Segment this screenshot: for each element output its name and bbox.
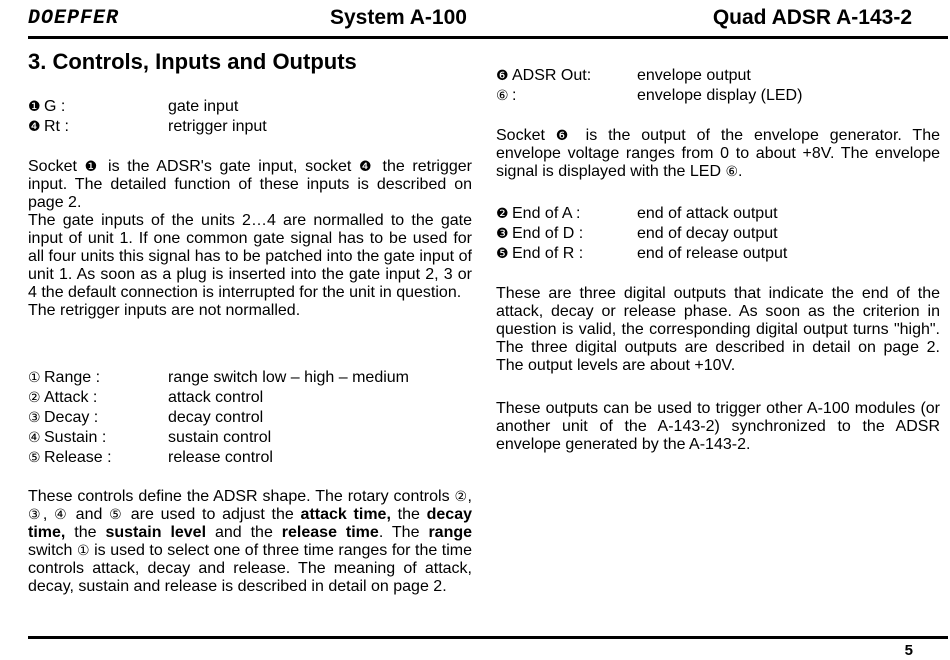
control-5-icon: ⑤ (28, 450, 41, 466)
trigger-description (496, 400, 940, 454)
control-sustain: ④ Sustain : sustain control (28, 429, 272, 446)
inputs-paragraph-1: Socket ❶ is the ADSR's gate input, socket ❹ the retrigger input. The detailed function of these inputs is described on page 2. (28, 158, 472, 211)
socket-6-icon: ❻ (555, 128, 575, 144)
socket-5-icon: ❺ (496, 246, 509, 262)
socket-1-icon: ❶ (28, 99, 41, 115)
socket-4-icon: ❹ (28, 119, 41, 135)
output-end-of-release: ❺ End of R : end of release output (496, 245, 788, 262)
socket-2-icon: ❷ (496, 206, 509, 222)
input-term: Rt : (44, 118, 69, 135)
input-desc: gate input (168, 98, 239, 115)
brand-logo: DOEPFER (28, 7, 120, 30)
output-end-of-attack: ❷ End of A : end of attack output (496, 205, 778, 222)
adsr-outputs-list (496, 67, 940, 107)
led-icon: ⑥ (496, 88, 509, 104)
inputs-list (28, 98, 472, 138)
output-led: ⑥ : envelope display (LED) (496, 87, 803, 104)
header-rule (28, 36, 948, 39)
controls-description (28, 488, 472, 596)
controls-list (28, 369, 472, 469)
controls-paragraph: These controls define the ADSR shape. The rotary controls ②, ③, ④ and ⑤ are used to adjust the attack time, the decay time, the sustain level and the release time. The range switch ① is used to select one of three time ranges for the time controls attack, decay and release. The meaning of attack, decay, sustain and release is described in detail on page 2. (28, 488, 473, 595)
module-title: Quad ADSR A-143-2 (712, 6, 912, 29)
system-title: System A-100 (330, 6, 467, 29)
socket-4-icon: ❹ (359, 159, 375, 175)
footer-rule (28, 636, 948, 639)
socket-6-icon: ❻ (496, 68, 509, 84)
control-attack: ② Attack : attack control (28, 389, 264, 406)
output-end-of-decay: ❸ End of D : end of decay output (496, 225, 778, 242)
control-1-icon: ① (28, 370, 41, 386)
inputs-description (28, 158, 472, 320)
trigger-paragraph: These outputs can be used to trigger other A-100 modules (or another unit of the A-143-2) synchronized to the ADSR envelope generated by the A-143-2. (496, 400, 940, 453)
input-desc: retrigger input (168, 118, 267, 135)
digital-outputs-list (496, 205, 940, 265)
adsr-output-description (496, 127, 940, 181)
page-number: 5 (904, 642, 913, 659)
inputs-paragraph-2: The gate inputs of the units 2…4 are normalled to the gate input of unit 1. If one common gate signal has to be used for all four units this signal has to be patched into the gate input of unit 1. As soon as a plug is inserted into the gate input 2, 3 or 4 the default connection is interrupted for the unit in question. (28, 212, 472, 301)
inputs-paragraph-3: The retrigger inputs are not normalled. (28, 302, 301, 319)
control-2-icon: ② (28, 390, 41, 406)
digital-outputs-description (496, 285, 940, 375)
adsr-output-paragraph: Socket ❻ is the output of the envelope generator. The envelope voltage ranges from 0 to about +8V. The envelope signal is displayed with the LED ⑥. (496, 127, 940, 180)
digital-outputs-paragraph: These are three digital outputs that indicate the end of the attack, decay or release phase. As soon as the criterion in question is valid, the corresponding digital output turns "high". The three digital outputs are described in detail on page 2. The output levels are about +10V. (496, 285, 940, 374)
page-header (28, 0, 922, 36)
control-3-icon: ③ (28, 410, 41, 426)
input-retrigger (28, 118, 472, 138)
control-decay: ③ Decay : decay control (28, 409, 264, 426)
input-gate (28, 98, 472, 118)
control-release: ⑤ Release : release control (28, 449, 273, 466)
control-4-icon: ④ (28, 430, 41, 446)
control-range: ① Range : range switch low – high – medium (28, 369, 410, 386)
led-icon: ⑥ (725, 164, 739, 180)
socket-1-icon: ❶ (84, 159, 101, 175)
output-adsr: ❻ ADSR Out: envelope output (496, 67, 751, 84)
section-title: 3. Controls, Inputs and Outputs (28, 49, 357, 74)
socket-3-icon: ❸ (496, 226, 509, 242)
input-term: G : (44, 98, 66, 115)
